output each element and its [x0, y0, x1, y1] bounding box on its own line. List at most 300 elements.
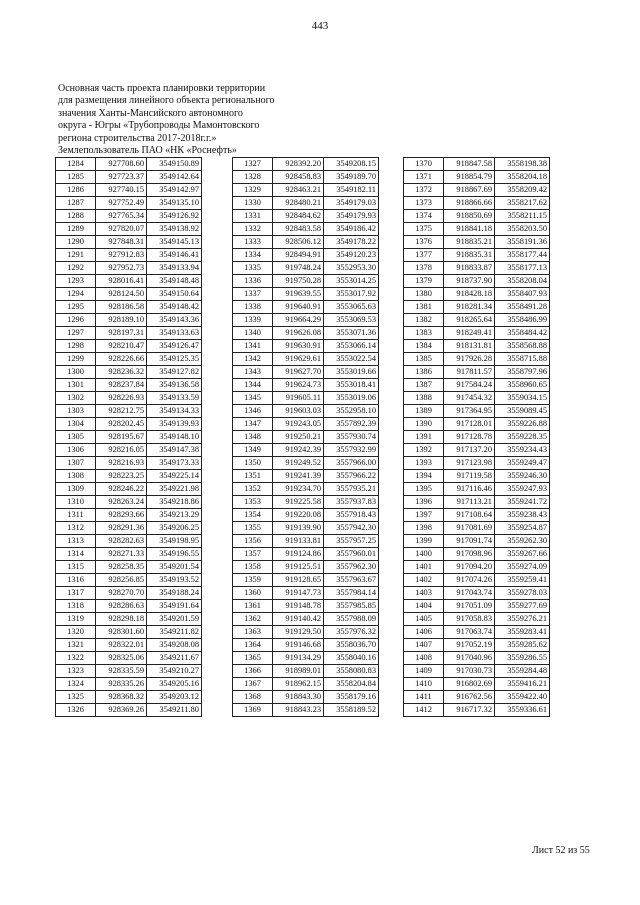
point-number-cell: 1349	[233, 444, 273, 457]
point-number-cell: 1288	[56, 210, 96, 223]
x-coordinate-cell: 917052.19	[444, 639, 495, 652]
x-coordinate-cell: 928237.84	[96, 379, 147, 392]
table-row	[233, 574, 379, 587]
y-coordinate-cell: 3549182.11	[324, 184, 379, 197]
point-number-cell: 1361	[233, 600, 273, 613]
table-row	[56, 171, 202, 184]
point-number-cell: 1331	[233, 210, 273, 223]
point-number-cell: 1362	[233, 613, 273, 626]
x-coordinate-cell: 918841.18	[444, 223, 495, 236]
point-number-cell: 1395	[404, 483, 444, 496]
y-coordinate-cell: 3549203.12	[147, 691, 202, 704]
table-row	[233, 470, 379, 483]
table-row	[233, 184, 379, 197]
point-number-cell: 1297	[56, 327, 96, 340]
table-row	[404, 327, 550, 340]
y-coordinate-cell: 3549201.59	[147, 613, 202, 626]
y-coordinate-cell: 3549148.10	[147, 431, 202, 444]
point-number-cell: 1292	[56, 262, 96, 275]
y-coordinate-cell: 3558797.96	[495, 366, 550, 379]
table-row	[404, 223, 550, 236]
table-row	[404, 509, 550, 522]
point-number-cell: 1405	[404, 613, 444, 626]
y-coordinate-cell: 3559285.62	[495, 639, 550, 652]
x-coordinate-cell: 927765.34	[96, 210, 147, 223]
title-line: для размещения линейного объекта регионального	[58, 95, 275, 107]
y-coordinate-cell: 3553019.06	[324, 392, 379, 405]
table-row	[56, 561, 202, 574]
x-coordinate-cell: 928325.06	[96, 652, 147, 665]
x-coordinate-cell: 918249.41	[444, 327, 495, 340]
table-row	[404, 418, 550, 431]
point-number-cell: 1381	[404, 301, 444, 314]
x-coordinate-cell: 928202.45	[96, 418, 147, 431]
point-number-cell: 1382	[404, 314, 444, 327]
y-coordinate-cell: 3559416.21	[495, 678, 550, 691]
y-coordinate-cell: 3558486.99	[495, 314, 550, 327]
table-row	[404, 353, 550, 366]
y-coordinate-cell: 3549148.48	[147, 275, 202, 288]
y-coordinate-cell: 3558204.18	[495, 171, 550, 184]
table-row	[404, 444, 550, 457]
y-coordinate-cell: 3559283.41	[495, 626, 550, 639]
point-number-cell: 1407	[404, 639, 444, 652]
y-coordinate-cell: 3553066.14	[324, 340, 379, 353]
table-row	[56, 197, 202, 210]
table-row	[233, 652, 379, 665]
y-coordinate-cell: 3558198.38	[495, 158, 550, 171]
y-coordinate-cell: 3558036.70	[324, 639, 379, 652]
y-coordinate-cell: 3557960.01	[324, 548, 379, 561]
y-coordinate-cell: 3559246.30	[495, 470, 550, 483]
point-number-cell: 1412	[404, 704, 444, 717]
point-number-cell: 1291	[56, 249, 96, 262]
point-number-cell: 1359	[233, 574, 273, 587]
x-coordinate-cell: 928258.35	[96, 561, 147, 574]
point-number-cell: 1347	[233, 418, 273, 431]
point-number-cell: 1336	[233, 275, 273, 288]
table-row	[56, 210, 202, 223]
x-coordinate-cell: 918131.81	[444, 340, 495, 353]
y-coordinate-cell: 3558203.50	[495, 223, 550, 236]
table-row	[233, 678, 379, 691]
x-coordinate-cell: 918854.79	[444, 171, 495, 184]
x-coordinate-cell: 918843.30	[273, 691, 324, 704]
y-coordinate-cell: 3557976.32	[324, 626, 379, 639]
y-coordinate-cell: 3557966.22	[324, 470, 379, 483]
x-coordinate-cell: 919629.61	[273, 353, 324, 366]
page-number: 443	[311, 20, 329, 32]
x-coordinate-cell: 928335.26	[96, 678, 147, 691]
point-number-cell: 1344	[233, 379, 273, 392]
y-coordinate-cell: 3549201.54	[147, 561, 202, 574]
point-number-cell: 1319	[56, 613, 96, 626]
y-coordinate-cell: 3559089.45	[495, 405, 550, 418]
table-row	[56, 184, 202, 197]
table-row	[56, 288, 202, 301]
point-number-cell: 1378	[404, 262, 444, 275]
y-coordinate-cell: 3549208.08	[147, 639, 202, 652]
point-number-cell: 1315	[56, 561, 96, 574]
table-row	[56, 665, 202, 678]
x-coordinate-cell: 919140.42	[273, 613, 324, 626]
x-coordinate-cell: 928392.20	[273, 158, 324, 171]
document-title	[58, 83, 358, 157]
x-coordinate-cell: 919603.03	[273, 405, 324, 418]
table-row	[233, 665, 379, 678]
y-coordinate-cell: 3558208.04	[495, 275, 550, 288]
y-coordinate-cell: 3559249.47	[495, 457, 550, 470]
table-row	[233, 340, 379, 353]
x-coordinate-cell: 919234.70	[273, 483, 324, 496]
x-coordinate-cell: 928458.83	[273, 171, 324, 184]
point-number-cell: 1306	[56, 444, 96, 457]
y-coordinate-cell: 3549210.27	[147, 665, 202, 678]
sheet-footer: Лист 52 из 55	[532, 845, 590, 856]
x-coordinate-cell: 919147.73	[273, 587, 324, 600]
y-coordinate-cell: 3559262.30	[495, 535, 550, 548]
x-coordinate-cell: 919639.55	[273, 288, 324, 301]
y-coordinate-cell: 3549147.38	[147, 444, 202, 457]
table-row	[233, 626, 379, 639]
point-number-cell: 1346	[233, 405, 273, 418]
point-number-cell: 1384	[404, 340, 444, 353]
point-number-cell: 1399	[404, 535, 444, 548]
point-number-cell: 1374	[404, 210, 444, 223]
x-coordinate-cell: 917364.95	[444, 405, 495, 418]
y-coordinate-cell: 3558568.88	[495, 340, 550, 353]
x-coordinate-cell: 919220.08	[273, 509, 324, 522]
y-coordinate-cell: 3559259.41	[495, 574, 550, 587]
table-row	[56, 470, 202, 483]
point-number-cell: 1369	[233, 704, 273, 717]
y-coordinate-cell: 3557988.09	[324, 613, 379, 626]
table-row	[56, 652, 202, 665]
table-row	[404, 431, 550, 444]
x-coordinate-cell: 928216.05	[96, 444, 147, 457]
point-number-cell: 1338	[233, 301, 273, 314]
y-coordinate-cell: 3557918.43	[324, 509, 379, 522]
x-coordinate-cell: 928506.12	[273, 236, 324, 249]
point-number-cell: 1339	[233, 314, 273, 327]
x-coordinate-cell: 919626.08	[273, 327, 324, 340]
table-row	[56, 353, 202, 366]
y-coordinate-cell: 3549221.98	[147, 483, 202, 496]
point-number-cell: 1376	[404, 236, 444, 249]
x-coordinate-cell: 919640.91	[273, 301, 324, 314]
y-coordinate-cell: 3549126.47	[147, 340, 202, 353]
x-coordinate-cell: 928195.67	[96, 431, 147, 444]
table-row	[404, 457, 550, 470]
point-number-cell: 1392	[404, 444, 444, 457]
table-row	[404, 561, 550, 574]
x-coordinate-cell: 917094.20	[444, 561, 495, 574]
y-coordinate-cell: 3549138.92	[147, 223, 202, 236]
table-row	[56, 262, 202, 275]
table-row	[404, 314, 550, 327]
y-coordinate-cell: 3558211.15	[495, 210, 550, 223]
table-row	[404, 275, 550, 288]
table-row	[56, 444, 202, 457]
point-number-cell: 1390	[404, 418, 444, 431]
x-coordinate-cell: 917091.74	[444, 535, 495, 548]
y-coordinate-cell: 3559336.61	[495, 704, 550, 717]
point-number-cell: 1341	[233, 340, 273, 353]
table-row	[233, 158, 379, 171]
point-number-cell: 1300	[56, 366, 96, 379]
y-coordinate-cell: 3549143.36	[147, 314, 202, 327]
x-coordinate-cell: 918847.58	[444, 158, 495, 171]
x-coordinate-cell: 917081.69	[444, 522, 495, 535]
coordinates-table-1	[55, 157, 202, 717]
x-coordinate-cell: 917113.21	[444, 496, 495, 509]
y-coordinate-cell: 3559278.03	[495, 587, 550, 600]
point-number-cell: 1340	[233, 327, 273, 340]
point-number-cell: 1286	[56, 184, 96, 197]
x-coordinate-cell: 927740.15	[96, 184, 147, 197]
table-row	[404, 301, 550, 314]
table-row	[56, 327, 202, 340]
table-row	[56, 509, 202, 522]
point-number-cell: 1324	[56, 678, 96, 691]
y-coordinate-cell: 3549191.64	[147, 600, 202, 613]
table-row	[233, 223, 379, 236]
table-row	[233, 418, 379, 431]
point-number-cell: 1345	[233, 392, 273, 405]
x-coordinate-cell: 918265.64	[444, 314, 495, 327]
x-coordinate-cell: 928256.85	[96, 574, 147, 587]
x-coordinate-cell: 918989.01	[273, 665, 324, 678]
point-number-cell: 1314	[56, 548, 96, 561]
table-row	[404, 171, 550, 184]
y-coordinate-cell: 3553069.53	[324, 314, 379, 327]
point-number-cell: 1309	[56, 483, 96, 496]
x-coordinate-cell: 917030.73	[444, 665, 495, 678]
y-coordinate-cell: 3557892.39	[324, 418, 379, 431]
point-number-cell: 1295	[56, 301, 96, 314]
point-number-cell: 1287	[56, 197, 96, 210]
point-number-cell: 1410	[404, 678, 444, 691]
y-coordinate-cell: 3549146.41	[147, 249, 202, 262]
table-row	[233, 704, 379, 717]
y-coordinate-cell: 3549133.59	[147, 392, 202, 405]
y-coordinate-cell: 3552953.30	[324, 262, 379, 275]
table-row	[233, 171, 379, 184]
table-row	[56, 626, 202, 639]
y-coordinate-cell: 3549142.64	[147, 171, 202, 184]
point-number-cell: 1307	[56, 457, 96, 470]
table-row	[404, 600, 550, 613]
table-row	[56, 158, 202, 171]
point-number-cell: 1289	[56, 223, 96, 236]
table-row	[56, 236, 202, 249]
y-coordinate-cell: 3559286.55	[495, 652, 550, 665]
table-row	[233, 561, 379, 574]
y-coordinate-cell: 3549193.52	[147, 574, 202, 587]
x-coordinate-cell: 928484.62	[273, 210, 324, 223]
y-coordinate-cell: 3559267.66	[495, 548, 550, 561]
point-number-cell: 1348	[233, 431, 273, 444]
y-coordinate-cell: 3549142.97	[147, 184, 202, 197]
table-row	[233, 444, 379, 457]
x-coordinate-cell: 918866.66	[444, 197, 495, 210]
title-line: региона строительства 2017-2018г.г.»	[58, 132, 217, 144]
y-coordinate-cell: 3559034.15	[495, 392, 550, 405]
x-coordinate-cell: 919250.21	[273, 431, 324, 444]
y-coordinate-cell: 3549205.16	[147, 678, 202, 691]
table-row	[404, 210, 550, 223]
x-coordinate-cell: 917040.96	[444, 652, 495, 665]
table-row	[233, 236, 379, 249]
point-number-cell: 1326	[56, 704, 96, 717]
point-number-cell: 1299	[56, 353, 96, 366]
table-row	[233, 314, 379, 327]
x-coordinate-cell: 919664.29	[273, 314, 324, 327]
x-coordinate-cell: 918428.18	[444, 288, 495, 301]
point-number-cell: 1368	[233, 691, 273, 704]
table-row	[56, 483, 202, 496]
point-number-cell: 1284	[56, 158, 96, 171]
x-coordinate-cell: 928298.18	[96, 613, 147, 626]
table-row	[233, 587, 379, 600]
point-number-cell: 1352	[233, 483, 273, 496]
point-number-cell: 1304	[56, 418, 96, 431]
x-coordinate-cell: 919624.73	[273, 379, 324, 392]
point-number-cell: 1379	[404, 275, 444, 288]
table-row	[404, 678, 550, 691]
x-coordinate-cell: 919125.51	[273, 561, 324, 574]
point-number-cell: 1285	[56, 171, 96, 184]
point-number-cell: 1313	[56, 535, 96, 548]
table-row	[233, 210, 379, 223]
y-coordinate-cell: 3549139.93	[147, 418, 202, 431]
x-coordinate-cell: 919627.70	[273, 366, 324, 379]
y-coordinate-cell: 3557984.14	[324, 587, 379, 600]
x-coordinate-cell: 917926.28	[444, 353, 495, 366]
y-coordinate-cell: 3553014.25	[324, 275, 379, 288]
point-number-cell: 1337	[233, 288, 273, 301]
point-number-cell: 1357	[233, 548, 273, 561]
table-row	[56, 314, 202, 327]
table-row	[404, 535, 550, 548]
point-number-cell: 1398	[404, 522, 444, 535]
point-number-cell: 1305	[56, 431, 96, 444]
point-number-cell: 1380	[404, 288, 444, 301]
table-row	[233, 275, 379, 288]
point-number-cell: 1393	[404, 457, 444, 470]
table-row	[233, 405, 379, 418]
table-row	[56, 704, 202, 717]
title-line: округа - Югры «Трубопроводы Мамонтовского	[58, 120, 260, 132]
point-number-cell: 1354	[233, 509, 273, 522]
x-coordinate-cell: 928480.21	[273, 197, 324, 210]
x-coordinate-cell: 919134.29	[273, 652, 324, 665]
table-row	[404, 665, 550, 678]
x-coordinate-cell: 917584.24	[444, 379, 495, 392]
table-row	[233, 353, 379, 366]
x-coordinate-cell: 917108.64	[444, 509, 495, 522]
point-number-cell: 1294	[56, 288, 96, 301]
x-coordinate-cell: 928212.75	[96, 405, 147, 418]
x-coordinate-cell: 928016.41	[96, 275, 147, 288]
x-coordinate-cell: 916717.32	[444, 704, 495, 717]
x-coordinate-cell: 918835.21	[444, 236, 495, 249]
y-coordinate-cell: 3558484.42	[495, 327, 550, 340]
table-row	[233, 600, 379, 613]
x-coordinate-cell: 917811.57	[444, 366, 495, 379]
point-number-cell: 1318	[56, 600, 96, 613]
point-number-cell: 1406	[404, 626, 444, 639]
table-row	[56, 691, 202, 704]
x-coordinate-cell: 918281.34	[444, 301, 495, 314]
point-number-cell: 1335	[233, 262, 273, 275]
point-number-cell: 1296	[56, 314, 96, 327]
x-coordinate-cell: 916802.69	[444, 678, 495, 691]
table-row	[404, 626, 550, 639]
point-number-cell: 1342	[233, 353, 273, 366]
x-coordinate-cell: 928322.01	[96, 639, 147, 652]
table-row	[56, 613, 202, 626]
table-row	[404, 340, 550, 353]
x-coordinate-cell: 927723.37	[96, 171, 147, 184]
table-row	[233, 327, 379, 340]
x-coordinate-cell: 928271.33	[96, 548, 147, 561]
x-coordinate-cell: 928246.22	[96, 483, 147, 496]
table-row	[233, 483, 379, 496]
y-coordinate-cell: 3549120.23	[324, 249, 379, 262]
table-row	[56, 249, 202, 262]
y-coordinate-cell: 3558217.62	[495, 197, 550, 210]
x-coordinate-cell: 917051.09	[444, 600, 495, 613]
point-number-cell: 1365	[233, 652, 273, 665]
table-row	[56, 340, 202, 353]
y-coordinate-cell: 3557963.67	[324, 574, 379, 587]
y-coordinate-cell: 3559274.09	[495, 561, 550, 574]
x-coordinate-cell: 919133.81	[273, 535, 324, 548]
point-number-cell: 1371	[404, 171, 444, 184]
y-coordinate-cell: 3559226.88	[495, 418, 550, 431]
y-coordinate-cell: 3559234.43	[495, 444, 550, 457]
title-line: Основная часть проекта планировки территории	[58, 83, 266, 94]
x-coordinate-cell: 928223.25	[96, 470, 147, 483]
x-coordinate-cell: 918850.69	[444, 210, 495, 223]
point-number-cell: 1333	[233, 236, 273, 249]
x-coordinate-cell: 928236.32	[96, 366, 147, 379]
table-row	[56, 639, 202, 652]
table-row	[56, 587, 202, 600]
table-row	[233, 431, 379, 444]
y-coordinate-cell: 3557937.83	[324, 496, 379, 509]
x-coordinate-cell: 928210.47	[96, 340, 147, 353]
table-row	[404, 405, 550, 418]
y-coordinate-cell: 3553022.54	[324, 353, 379, 366]
y-coordinate-cell: 3549135.10	[147, 197, 202, 210]
point-number-cell: 1383	[404, 327, 444, 340]
x-coordinate-cell: 919242.39	[273, 444, 324, 457]
point-number-cell: 1401	[404, 561, 444, 574]
y-coordinate-cell: 3549150.64	[147, 288, 202, 301]
point-number-cell: 1325	[56, 691, 96, 704]
x-coordinate-cell: 917074.26	[444, 574, 495, 587]
y-coordinate-cell: 3558209.42	[495, 184, 550, 197]
x-coordinate-cell: 928216.93	[96, 457, 147, 470]
table-row	[56, 418, 202, 431]
point-number-cell: 1397	[404, 509, 444, 522]
table-row	[233, 301, 379, 314]
y-coordinate-cell: 3557935.21	[324, 483, 379, 496]
x-coordinate-cell: 928197.31	[96, 327, 147, 340]
x-coordinate-cell: 917128.78	[444, 431, 495, 444]
